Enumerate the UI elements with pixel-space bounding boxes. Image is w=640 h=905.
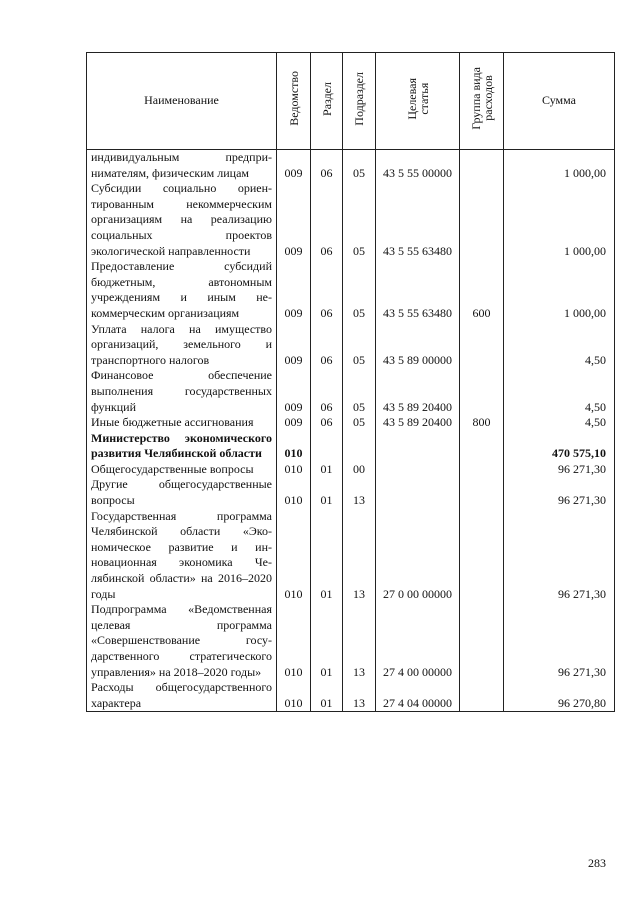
cell-group [460,462,504,478]
cell-amount: 1 000,00 [504,181,615,259]
cell-dept: 010 [277,462,311,478]
table-row [87,181,615,259]
header-target: Целевая статья [376,53,460,150]
cell-sec: 01 [311,602,343,680]
cell-target: 43 5 89 00000 [376,322,460,369]
cell-amount: 96 270,80 [504,680,615,712]
table-row [87,415,615,431]
cell-group [460,680,504,712]
cell-name: Расходы общегосударственного характера [87,680,277,712]
cell-sub: 13 [343,602,376,680]
cell-group [460,368,504,415]
cell-sec: 06 [311,259,343,321]
cell-dept: 009 [277,259,311,321]
cell-name: Другие общегосударственные вопросы [87,477,277,508]
cell-group [460,602,504,680]
cell-sub: 13 [343,509,376,603]
cell-group [460,150,504,182]
cell-dept: 009 [277,322,311,369]
cell-target [376,462,460,478]
cell-target: 43 5 55 63480 [376,259,460,321]
cell-group [460,477,504,508]
cell-sec: 06 [311,368,343,415]
cell-name: Субсидии социально ориентированным некоммерческим организациям на реализацию социальных проектов экологической направленности [87,181,277,259]
table-row [87,680,615,712]
header-dept: Ведомство [277,53,311,150]
cell-group: 800 [460,415,504,431]
cell-target: 43 5 55 63480 [376,181,460,259]
cell-sub: 05 [343,150,376,182]
cell-sub: 05 [343,368,376,415]
cell-dept: 010 [277,680,311,712]
cell-sec: 01 [311,509,343,603]
cell-amount: 96 271,30 [504,477,615,508]
cell-sec: 01 [311,680,343,712]
cell-name: Подпрограмма «Ведомственная целевая программа «Совершенствование государственного стратегического управления» на 2018–2020 годы» [87,602,277,680]
cell-name: Уплата налога на имущество организаций, земельного и транспортного налогов [87,322,277,369]
cell-target: 27 4 00 00000 [376,602,460,680]
cell-dept: 010 [277,509,311,603]
header-name: Наименование [87,53,277,150]
cell-target: 27 0 00 00000 [376,509,460,603]
cell-amount: 4,50 [504,322,615,369]
budget-table [86,52,615,712]
cell-group [460,322,504,369]
cell-sub: 05 [343,322,376,369]
cell-dept: 009 [277,150,311,182]
cell-sub: 13 [343,477,376,508]
cell-target: 43 5 55 00000 [376,150,460,182]
cell-sec: 06 [311,322,343,369]
cell-dept: 010 [277,477,311,508]
cell-dept: 010 [277,602,311,680]
cell-sub: 00 [343,462,376,478]
cell-group: 600 [460,259,504,321]
cell-dept: 009 [277,181,311,259]
header-subsection: Подраздел [343,53,376,150]
cell-group [460,509,504,603]
cell-name: Государственная программа Челябинской области «Экономическое развитие и инновационная экономика Челябинской области» на 2016–2020 годы [87,509,277,603]
cell-sec: 01 [311,477,343,508]
cell-sec [311,431,343,462]
cell-sub: 13 [343,680,376,712]
cell-name: Финансовое обеспечение выполнения государственных функций [87,368,277,415]
page-number: 283 [588,856,606,870]
table-row [87,462,615,478]
cell-target: 27 4 04 00000 [376,680,460,712]
cell-amount: 4,50 [504,368,615,415]
table-row [87,368,615,415]
cell-amount: 96 271,30 [504,602,615,680]
cell-dept: 009 [277,415,311,431]
cell-target: 43 5 89 20400 [376,415,460,431]
cell-amount: 96 271,30 [504,509,615,603]
cell-sec: 06 [311,150,343,182]
cell-amount: 470 575,10 [504,431,615,462]
cell-amount: 4,50 [504,415,615,431]
cell-target [376,431,460,462]
cell-group [460,181,504,259]
cell-sub: 05 [343,259,376,321]
table-row [87,150,615,182]
cell-sec: 01 [311,462,343,478]
table-row [87,259,615,321]
header-exp-group: Группа вида расходов [460,53,504,150]
table-row [87,509,615,603]
cell-dept: 009 [277,368,311,415]
cell-sec: 06 [311,181,343,259]
table-row [87,431,615,462]
cell-amount: 96 271,30 [504,462,615,478]
cell-name: Общегосударственные вопросы [87,462,277,478]
header-amount: Сумма [504,53,615,150]
cell-target [376,477,460,508]
cell-sub [343,431,376,462]
cell-name: индивидуальным предпринимателям, физическим лицам [87,150,277,182]
table-row [87,602,615,680]
cell-name: Предоставление субсидий бюджетным, автономным учреждениям и иным некоммерческим организациям [87,259,277,321]
cell-sub: 05 [343,415,376,431]
table-row [87,322,615,369]
cell-name: Иные бюджетные ассигнования [87,415,277,431]
cell-sec: 06 [311,415,343,431]
table-row [87,477,615,508]
cell-amount: 1 000,00 [504,150,615,182]
cell-sub: 05 [343,181,376,259]
cell-group [460,431,504,462]
header-section: Раздел [311,53,343,150]
cell-dept: 010 [277,431,311,462]
cell-target: 43 5 89 20400 [376,368,460,415]
table-header [87,53,615,150]
cell-amount: 1 000,00 [504,259,615,321]
cell-name: Министерство экономического развития Челябинской области [87,431,277,462]
